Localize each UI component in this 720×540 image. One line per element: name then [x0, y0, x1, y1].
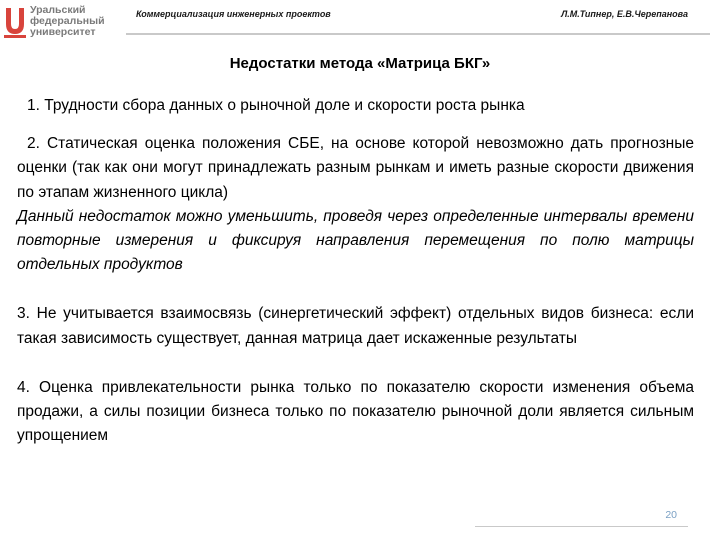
university-name: [30, 5, 105, 38]
logo-line: федеральный: [30, 15, 105, 27]
ural-university-logo-icon: [4, 6, 26, 38]
logo-line: университет: [30, 26, 96, 38]
point-3: 3. Не учитывается взаимосвязь (синергетический эффект) отдельных видов бизнеса: если такая зависимость существует, данная матрица дает искаженные результаты: [17, 305, 694, 347]
point-4: 4. Оценка привлекательности рынка только по показателю скорости изменения объема продажи, а силы позиции бизнеса только по показателю рыночной доли является сильным упрощением: [17, 378, 694, 445]
point-2: 2. Статическая оценка положения СБЕ, на основе которой невозможно дать прогнозные оценки (так как они могут принадлежать разным рынкам и иметь разные скорости движения по этапам жизненного цикла): [17, 135, 694, 201]
slide-body: [17, 94, 694, 448]
course-title: Коммерциализация инженерных проектов: [136, 9, 331, 19]
footer-divider: [475, 526, 688, 527]
university-logo: [4, 4, 116, 40]
logo-line: Уральский: [30, 4, 86, 16]
point-1: 1. Трудности сбора данных о рыночной доле и скорости роста рынка: [27, 97, 525, 114]
authors: Л.М.Типнер, Е.В.Черепанова: [561, 9, 688, 19]
header-divider: [126, 33, 710, 35]
page-number: 20: [665, 509, 677, 521]
slide-title: Недостатки метода «Матрица БКГ»: [229, 55, 491, 72]
point-2-note: Данный недостаток можно уменьшить, проведя через определенные интервалы времени повторные измерения и фиксируя направления перемещения по полю матрицы отдельных продуктов: [17, 207, 694, 274]
